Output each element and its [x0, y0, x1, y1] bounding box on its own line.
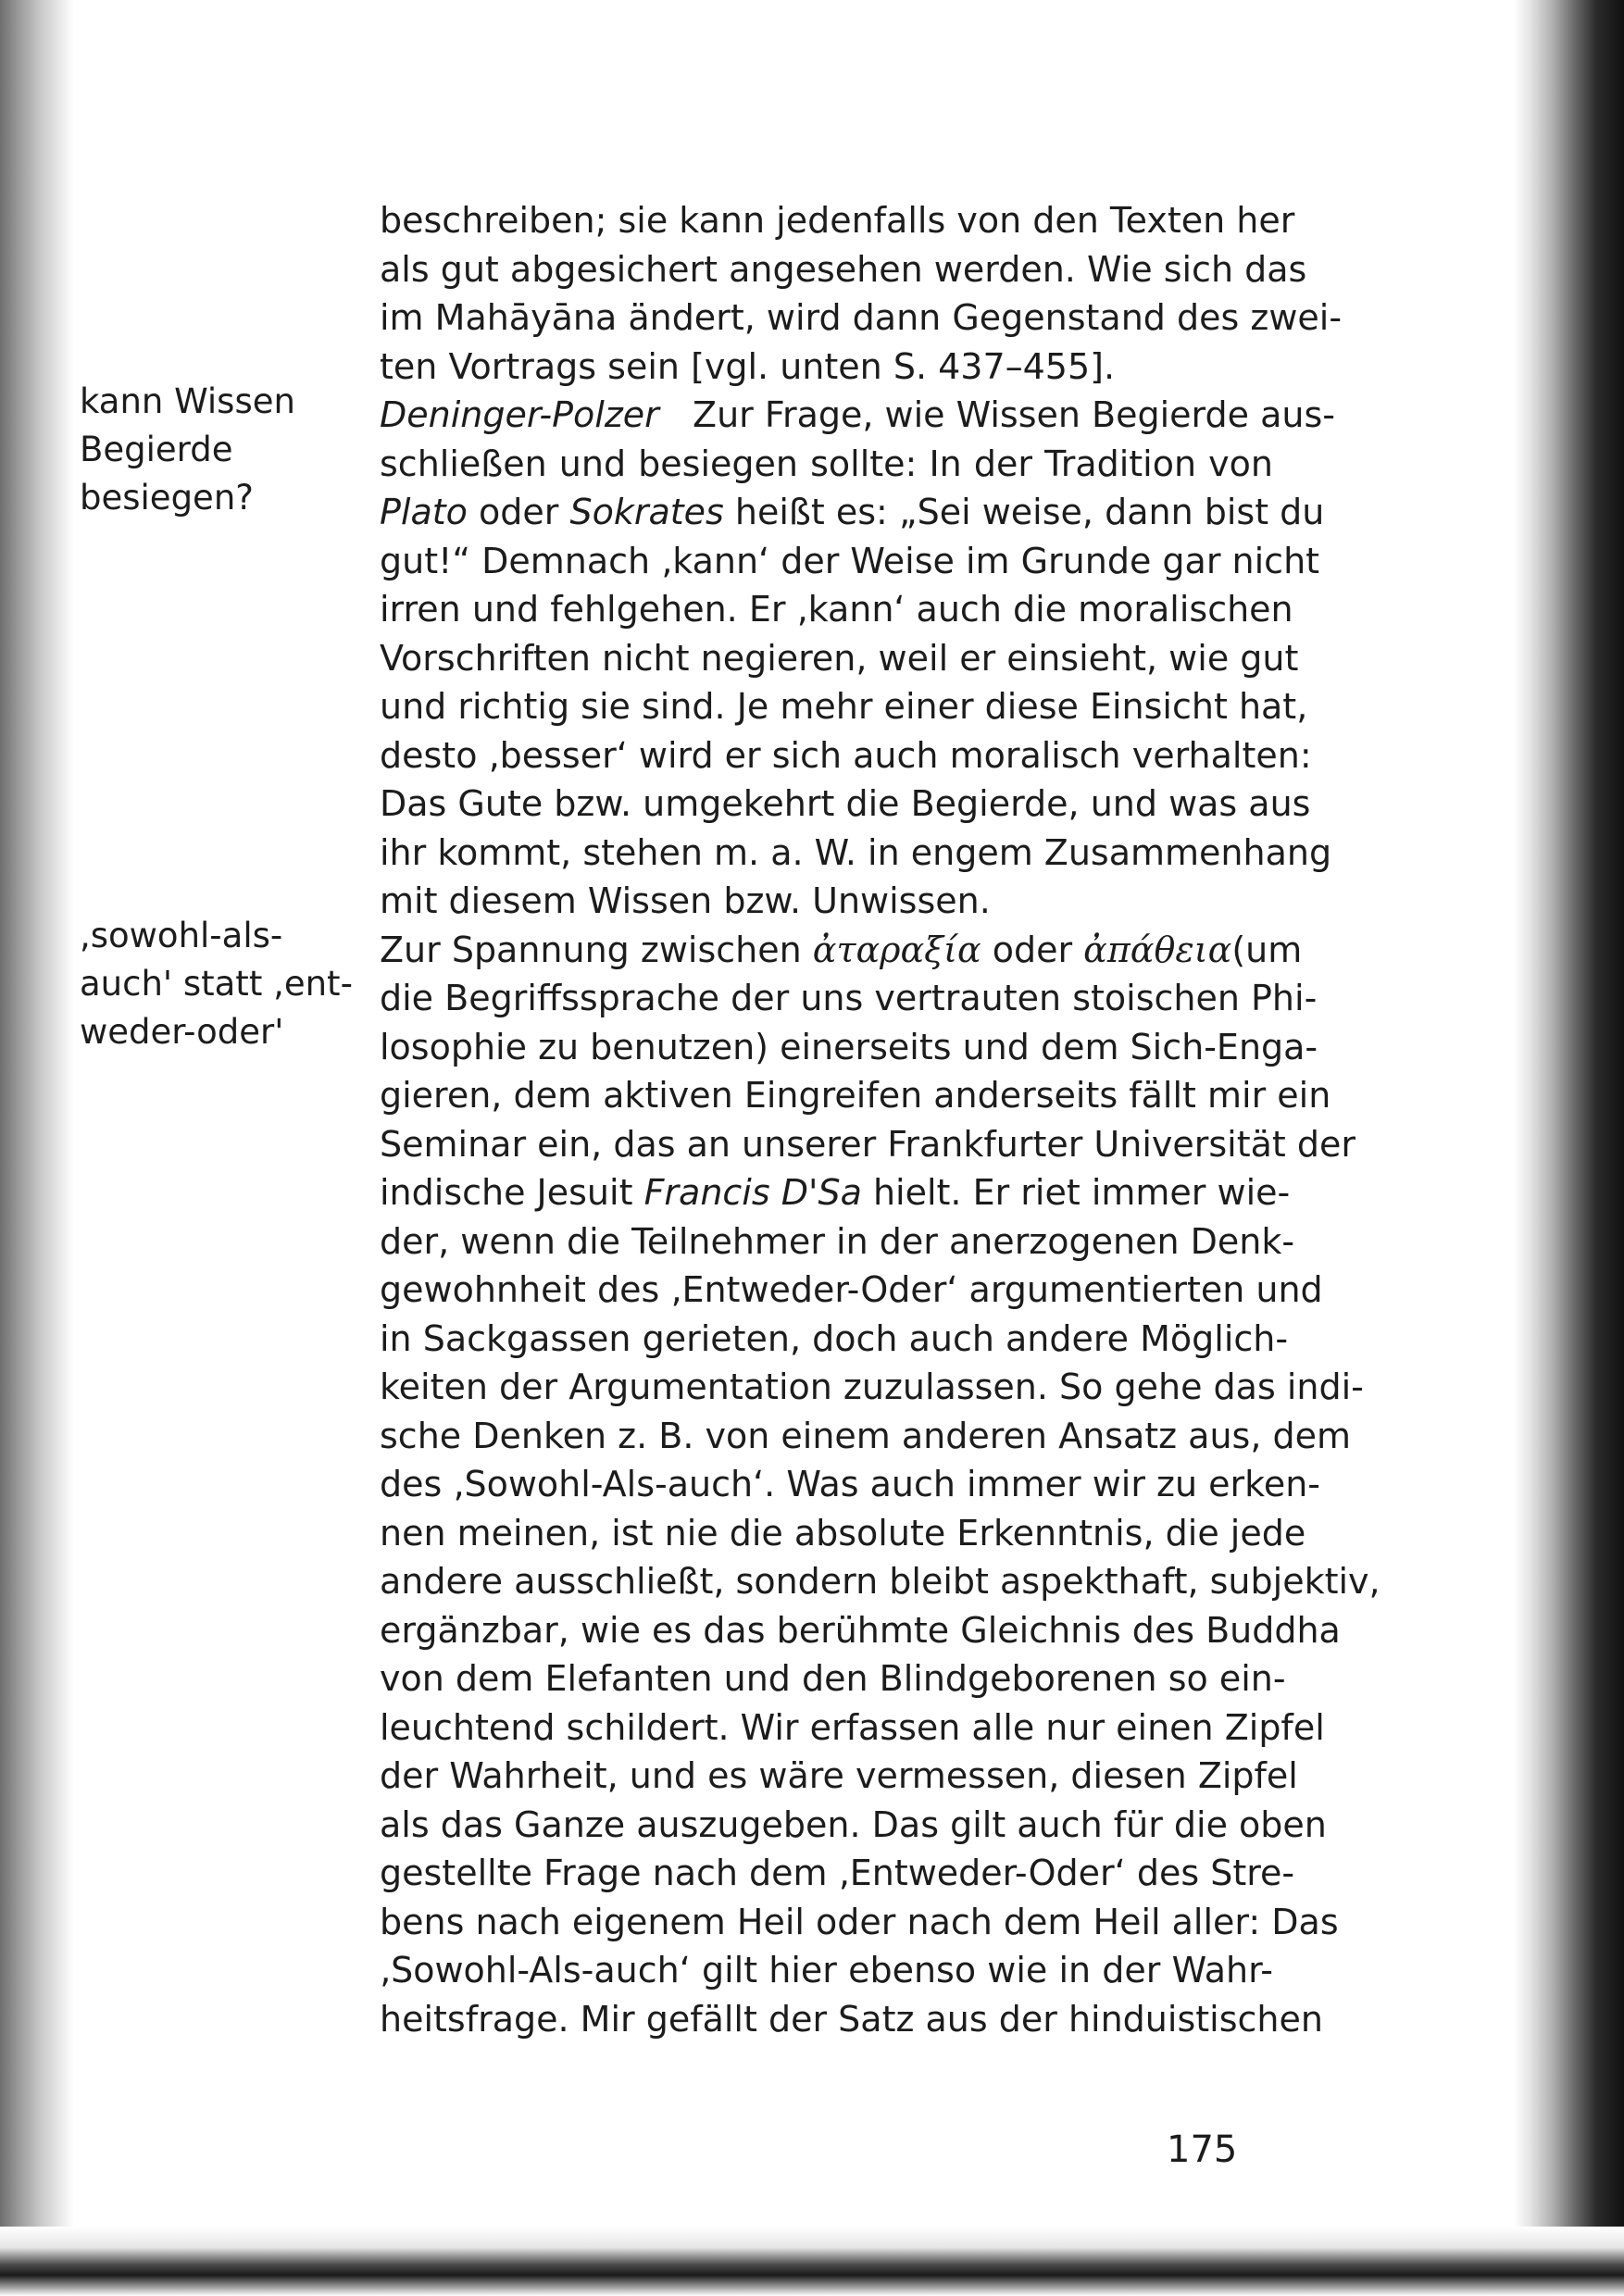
text-line: in Sackgassen gerieten, doch auch andere Möglich- [380, 1317, 1289, 1359]
margin-note-wissen [80, 378, 320, 522]
margin-note-line: Begierde [80, 430, 233, 469]
scan-shadow-right [1514, 0, 1624, 2296]
greek-term-apatheia: ἀπάθεια [1083, 929, 1232, 970]
scan-shadow-bottom [0, 2227, 1624, 2296]
text-line: ihr kommt, stehen m. a. W. in engem Zusammenhang [380, 831, 1332, 873]
speaker-name: Deninger-Polzer [380, 394, 659, 435]
name-sokrates: Sokrates [569, 492, 724, 532]
name-plato: Plato [380, 492, 468, 532]
text-line: Plato oder Sokrates heißt es: „Sei weise, dann bist du [380, 492, 1325, 532]
text-line: Das Gute bzw. umgekehrt die Begierde, und was aus [380, 783, 1311, 824]
margin-note-line: ,sowohl-als- [80, 916, 283, 955]
text-line: beschreiben; sie kann jedenfalls von den Texten her [380, 200, 1295, 241]
text-line: schließen und besiegen sollte: In der Tradition von [380, 443, 1273, 484]
text-line: mit diesem Wissen bzw. Unwissen. [380, 880, 991, 921]
text-line: gewohnheit des ‚Entweder-Oder‘ argumentierten und [380, 1269, 1323, 1310]
text-line: im Mahāyāna ändert, wird dann Gegenstand des zwei- [380, 297, 1343, 338]
margin-note-line: auch' statt ,ent- [80, 964, 353, 1004]
text-line: desto ‚besser‘ wird er sich auch moralisch verhalten: [380, 734, 1312, 776]
text-line: ‚Sowohl-Als-auch‘ gilt hier ebenso wie in der Wahr- [380, 1950, 1273, 1990]
text-line: losophie zu benutzen) einerseits und dem Sich-Enga- [380, 1026, 1318, 1067]
main-text [380, 196, 1380, 2043]
text-line: keiten der Argumentation zuzulassen. So gehe das indi- [380, 1366, 1364, 1407]
text-line: leuchtend schildert. Wir erfassen alle nur einen Zipfel [380, 1706, 1325, 1748]
margin-note-line: weder-oder' [80, 1012, 284, 1052]
text-line: Seminar ein, das an unserer Frankfurter Universität der [380, 1123, 1356, 1165]
text-line: gestellte Frage nach dem ‚Entweder-Oder‘ des Stre- [380, 1853, 1295, 1893]
margin-note-line: besiegen? [80, 478, 254, 518]
text-line: des ‚Sowohl-Als-auch‘. Was auch immer wir zu erken- [380, 1464, 1320, 1504]
text-line: irren und fehlgehen. Er ‚kann‘ auch die moralischen [380, 589, 1293, 630]
text-line: als das Ganze auszugeben. Das gilt auch für die oben [380, 1803, 1327, 1845]
text-line: als gut abgesichert angesehen werden. Wie sich das [380, 248, 1307, 290]
greek-term-ataraxia: ἀταραξία [812, 929, 981, 970]
text-line: indische Jesuit Francis D'Sa hielt. Er riet immer wie- [380, 1172, 1291, 1213]
text-line: die Begriffssprache der uns vertrauten stoischen Phi- [380, 978, 1318, 1018]
text-line: gieren, dem aktiven Eingreifen anderseits fällt mir ein [380, 1075, 1331, 1116]
text-line: und richtig sie sind. Je mehr einer diese Einsicht hat, [380, 686, 1308, 727]
margin-note-line: kann Wissen [80, 381, 295, 421]
name-francis-dsa: Francis D'Sa [643, 1172, 862, 1213]
text-line: nen meinen, ist nie die absolute Erkenntnis, die jede [380, 1512, 1306, 1554]
scan-shadow-left [0, 0, 74, 2296]
text-line: andere ausschließt, sondern bleibt aspekthaft, subjektiv, [380, 1561, 1380, 1602]
text-line: bens nach eigenem Heil oder nach dem Heil aller: Das [380, 1901, 1339, 1942]
text-line: heitsfrage. Mir gefällt der Satz aus der hinduistischen [380, 1998, 1323, 2040]
text-line: von dem Elefanten und den Blindgeborenen so ein- [380, 1658, 1286, 1699]
text-line: Zur Spannung zwischen ἀταραξία oder ἀπάθεια(um [380, 929, 1303, 970]
text-line: Vorschriften nicht negieren, weil er einsieht, wie gut [380, 637, 1299, 679]
text-line: ten Vortrags sein [vgl. unten S. 437–455]. [380, 345, 1116, 387]
page-number: 175 [1167, 2128, 1238, 2171]
text-line: gut!“ Demnach ‚kann‘ der Weise im Grunde gar nicht [380, 540, 1320, 581]
text-line: Deninger-Polzer Zur Frage, wie Wissen Begierde aus- [380, 394, 1335, 435]
text-line: sche Denken z. B. von einem anderen Ansatz aus, dem [380, 1415, 1352, 1456]
text-line: der, wenn die Teilnehmer in der anerzogenen Denk- [380, 1220, 1295, 1262]
margin-note-sowohl [80, 912, 353, 1056]
text-line: der Wahrheit, und es wäre vermessen, diesen Zipfel [380, 1755, 1298, 1796]
text-line: ergänzbar, wie es das berühmte Gleichnis des Buddha [380, 1609, 1341, 1651]
